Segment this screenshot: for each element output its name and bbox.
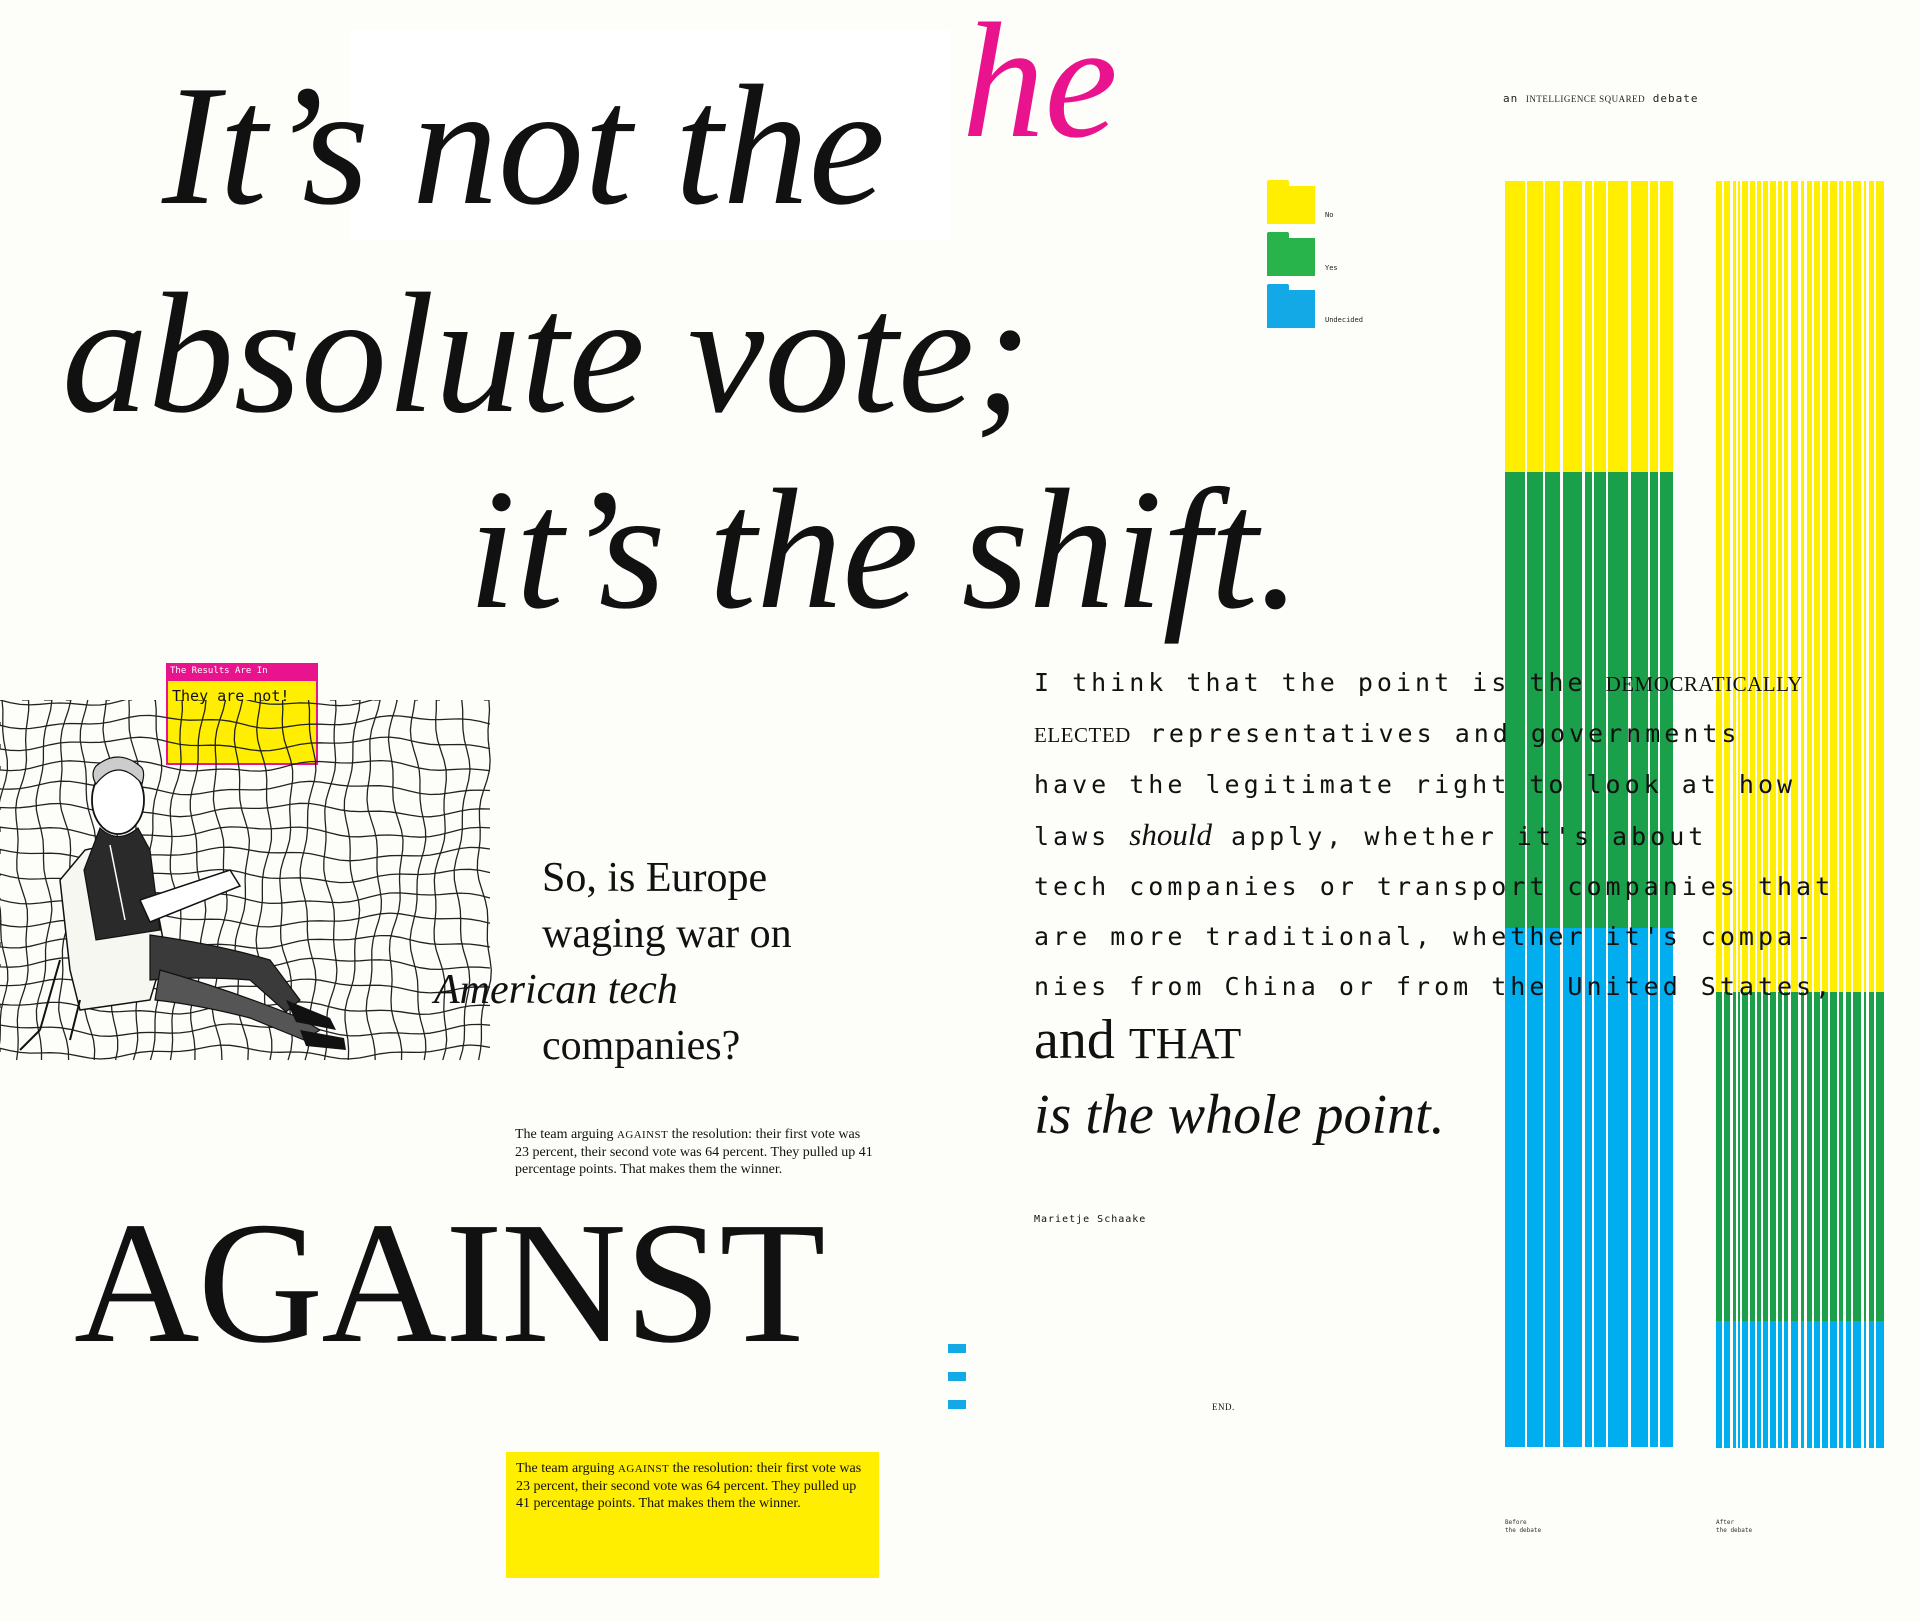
winner-big-word: AGAINST <box>74 1186 824 1379</box>
highlight-text-end: the resolution: their first vote was 23 percent, their second vote was 64 percent. They pulled up 41 percentage points. That makes them the winner. <box>516 1461 862 1511</box>
quote-line-2 <box>1034 709 1884 760</box>
legend-undecided-folder-icon <box>1267 290 1315 328</box>
headline-line-2: absolute vote; <box>62 259 1032 449</box>
quote-text: apply, whether it's about <box>1231 822 1708 851</box>
highlight-text-start: The team arguing <box>516 1461 615 1476</box>
quote-end-text: and <box>1034 1009 1115 1071</box>
quote-line-5: tech companies or transport companies that <box>1034 872 1835 901</box>
quote-speaker: Marietje Schaake <box>1034 1214 1147 1225</box>
legend-yes-folder-icon <box>1267 238 1315 276</box>
question-line-3: American tech <box>434 967 678 1013</box>
quote-ending-2: is the whole point. <box>1034 1084 1445 1146</box>
header-org: INTELLIGENCE SQUARED <box>1525 94 1646 104</box>
question-line-4: companies? <box>542 1023 741 1069</box>
quote-smallcaps: ELECTED <box>1034 723 1131 747</box>
scroll-indicator-dash <box>948 1372 966 1381</box>
highlight-smallcaps: AGAINST <box>618 1463 670 1475</box>
header-prefix: an <box>1503 92 1519 105</box>
quote-text: representatives and governments <box>1149 719 1741 748</box>
header-suffix: debate <box>1652 92 1699 105</box>
question-line-2: waging war on <box>542 911 792 957</box>
quote-text: laws <box>1034 822 1111 851</box>
headline-line-1: It’s not the <box>162 51 886 241</box>
quote-ending-1 <box>1034 1005 1241 1079</box>
paragraph-text-start: The team arguing <box>515 1127 614 1142</box>
quote-line-4 <box>1034 810 1884 862</box>
result-paragraph-highlight <box>506 1452 879 1578</box>
bar-caption-after: After the debate <box>1716 1519 1753 1534</box>
question-line-1: So, is Europe <box>542 855 768 901</box>
debate-header <box>1503 92 1699 105</box>
debate-question <box>434 850 792 1074</box>
result-paragraph <box>515 1126 875 1178</box>
results-heading: The Results Are In <box>166 663 318 679</box>
quote-line-7: nies from China or from the United States, <box>1034 972 1835 1001</box>
quote-end-caps: THAT <box>1128 1019 1242 1068</box>
results-body: They are not! <box>172 687 290 705</box>
quote-line-3: have the legitimate right to look at how <box>1034 770 1797 799</box>
legend-undecided-label: Undecided <box>1325 316 1363 324</box>
pull-quote <box>1034 658 1884 1012</box>
headline-line-3: it’s the shift. <box>468 455 1302 645</box>
quote-smallcaps: DEMOCRATICALLY <box>1605 672 1803 696</box>
headline-overflow-fragment: he <box>962 0 1118 172</box>
quote-line-6: are more traditional, whether it's compa- <box>1034 922 1816 951</box>
quote-text: I think that the point is the <box>1034 668 1587 697</box>
quote-line-1 <box>1034 658 1884 709</box>
paragraph-smallcaps: AGAINST <box>617 1129 669 1141</box>
legend-yes-label: Yes <box>1325 264 1338 272</box>
seated-man-engraving-illustration <box>0 700 498 1064</box>
quote-italic: should <box>1129 817 1212 852</box>
paragraph-text-end: the resolution: their first vote was 23 percent, their second vote was 64 percent. They pulled up 41 percentage points. That makes them the winner. <box>515 1127 873 1177</box>
scroll-indicator-dash <box>948 1400 966 1409</box>
bar-caption-before: Before the debate <box>1505 1519 1542 1534</box>
scroll-indicator-dash <box>948 1344 966 1353</box>
legend-no-folder-icon <box>1267 186 1315 224</box>
end-mark: END. <box>1212 1402 1235 1412</box>
legend-no-label: No <box>1325 211 1334 219</box>
